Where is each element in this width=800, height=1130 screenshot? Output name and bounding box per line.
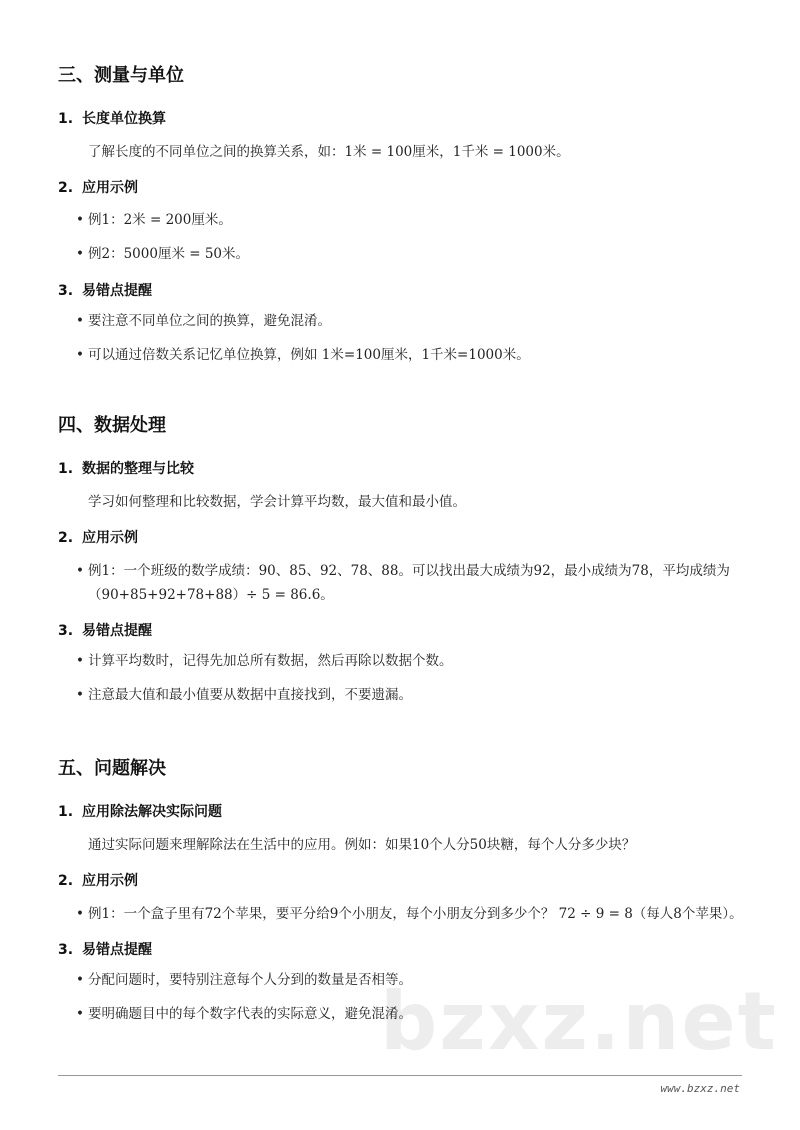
section-measurement	[58, 63, 748, 380]
section-data-processing	[58, 413, 748, 720]
subsection-heading	[58, 940, 748, 960]
list-item	[58, 650, 748, 672]
list-item-text: 分配问题时，要特别注意每个人分到的数量是否相等。	[88, 972, 412, 988]
subsection-heading	[58, 871, 748, 891]
paragraph: 学习如何整理和比较数据，学会计算平均数，最大值和最小值。	[88, 494, 466, 510]
subsection-number: 3.	[58, 623, 74, 639]
section-heading: 四、数据处理	[58, 415, 166, 436]
subsection	[58, 528, 748, 607]
list-item-text: 例1：一个盒子里有72个苹果，要平分给9个小朋友，每个小朋友分到多少个？ 72 ÷ 9 = 8（每人8个苹果）。	[88, 906, 743, 922]
subsection-title: 应用示例	[82, 873, 138, 889]
bullet-list	[58, 650, 748, 706]
subsection-number: 1.	[58, 461, 74, 477]
subsection-number: 3.	[58, 942, 74, 958]
subsection-number: 2.	[58, 530, 74, 546]
bullet-icon: •	[76, 687, 84, 703]
subsection	[58, 802, 748, 855]
paragraph: 通过实际问题来理解除法在生活中的应用。例如：如果10个人分50块糖，每个人分多少块？	[88, 837, 636, 853]
footer-url: www.bzxz.net	[660, 1082, 740, 1095]
subsection	[58, 459, 748, 512]
bullet-icon: •	[76, 212, 84, 228]
list-item	[58, 310, 748, 332]
bullet-icon: •	[76, 563, 84, 579]
subsection-title: 应用示例	[82, 530, 138, 546]
bullet-icon: •	[76, 972, 84, 988]
subsection-title: 应用除法解决实际问题	[82, 804, 222, 820]
subsection	[58, 621, 748, 706]
footer-divider	[58, 1075, 742, 1076]
list-item-text: 要明确题目中的每个数字代表的实际意义，避免混淆。	[88, 1006, 412, 1022]
list-item-text: 要注意不同单位之间的换算，避免混淆。	[88, 313, 331, 329]
subsection-number: 1.	[58, 804, 74, 820]
bullet-list	[58, 559, 748, 607]
subsection	[58, 871, 748, 926]
bullet-icon: •	[76, 347, 84, 363]
list-item-text: 计算平均数时，记得先加总所有数据，然后再除以数据个数。	[88, 653, 453, 669]
list-item-text: 例2：5000厘米 = 50米。	[88, 246, 250, 262]
subsection-title: 数据的整理与比较	[82, 461, 194, 477]
list-item-text: 注意最大值和最小值要从数据中直接找到，不要遗漏。	[88, 687, 412, 703]
subsection	[58, 178, 748, 265]
subsection-title: 易错点提醒	[82, 283, 152, 299]
subsection-heading	[58, 528, 748, 548]
subsection-heading	[58, 802, 748, 822]
bullet-icon: •	[76, 906, 84, 922]
watermark: bzxz.net	[380, 975, 778, 1068]
subsection-title: 应用示例	[82, 180, 138, 196]
subsection-heading	[58, 459, 748, 479]
list-item-text: 可以通过倍数关系记忆单位换算，例如 1米=100厘米，1千米=1000米。	[88, 347, 530, 363]
section-heading: 五、问题解决	[58, 758, 166, 779]
list-item	[58, 559, 748, 607]
bullet-list	[58, 209, 748, 265]
subsection-heading	[58, 109, 748, 129]
subsection-title: 长度单位换算	[82, 111, 166, 127]
subsection-number: 3.	[58, 283, 74, 299]
bullet-icon: •	[76, 653, 84, 669]
subsection-number: 1.	[58, 111, 74, 127]
section-heading: 三、测量与单位	[58, 65, 184, 86]
subsection	[58, 281, 748, 366]
subsection-heading	[58, 621, 748, 641]
bullet-icon: •	[76, 246, 84, 262]
bullet-list	[58, 902, 748, 926]
subsection-heading	[58, 178, 748, 198]
subsection	[58, 109, 748, 162]
subsection-title: 易错点提醒	[82, 623, 152, 639]
subsection-number: 2.	[58, 873, 74, 889]
bullet-icon: •	[76, 313, 84, 329]
subsection-heading	[58, 281, 748, 301]
bullet-list	[58, 310, 748, 366]
list-item-text: 例1：2米 = 200厘米。	[88, 212, 232, 228]
list-item	[58, 209, 748, 231]
list-item	[58, 902, 748, 926]
list-item	[58, 684, 748, 706]
subsection-number: 2.	[58, 180, 74, 196]
list-item	[58, 243, 748, 265]
list-item	[58, 344, 748, 366]
subsection-title: 易错点提醒	[82, 942, 152, 958]
list-item-text: 例1：一个班级的数学成绩：90、85、92、78、88。可以找出最大成绩为92，最小成绩为78，平均成绩为（90+85+92+78+88）÷ 5 = 86.6。	[88, 563, 730, 603]
bullet-icon: •	[76, 1006, 84, 1022]
paragraph: 了解长度的不同单位之间的换算关系，如：1米 = 100厘米，1千米 = 1000米。	[88, 144, 570, 160]
